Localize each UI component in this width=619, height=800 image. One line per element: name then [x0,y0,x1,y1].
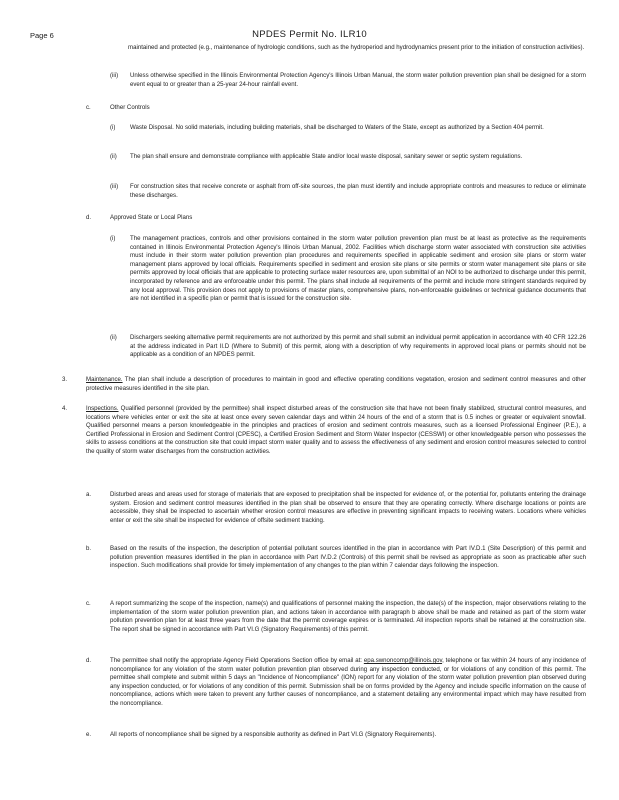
item-label: (iii) [110,72,119,79]
paragraph: The permittee shall notify the appropriate Agency Field Operations Section office by email at: epa.swnoncomp@illinois.gov, telephone or fax within 24 hours of any incidence of noncompliance for any violation of the storm water pollution prevention plan observed during any inspection conducted, or for violations of any condition of this permit. The permittee shall complete and submit within 5 days an "Incidence of Noncompliance" (ION) report for any violation of the storm water pollution prevention plan observed during any inspection conducted, or for violations of any condition of this permit. Submission shall be on forms provided by the Agency and include specific information on the cause of noncompliance, actions which were taken to prevent any further causes of noncompliance, and a statement detailing any environmental impact which may have resulted from the noncompliance. [110,657,586,707]
paragraph: Unless otherwise specified in the Illinois Environmental Protection Agency's Illinois Urban Manual, the storm water pollution prevention plan shall be designed for a storm event equal to or greater than a 25-year 24-hour rainfall event. [130,72,586,88]
section-heading: Maintenance. [86,376,123,383]
paragraph: Dischargers seeking alternative permit requirements are not authorized by this permit and shall submit an individual permit application in accordance with 40 CFR 122.26 at the address indicated in Part II.D (Where to Submit) of this permit, along with a description of why requirements in approved local plans or permits should not be applicable as a condition of an NPDES permit. [130,334,586,359]
section-label: 4. [62,405,68,412]
item-label: (iii) [110,183,119,190]
paragraph: Disturbed areas and areas used for storage of materials that are exposed to precipitation shall be inspected for evidence of, or the potential for, pollutants entering the drainage system. Erosion and sediment control measures identified in the plan shall be observed to ensure that they are operating correctly. Where discharge locations or points are accessible, they shall be inspected to ascertain whether erosion control measures are effective in preventing significant impacts to receiving waters. Locations where vehicles enter or exit the site shall be inspected for evidence of offsite sediment tracking. [110,491,586,524]
paragraph [86,376,586,393]
item-label: (ii) [110,334,117,341]
document-title: NPDES Permit No. ILR10 [252,29,367,40]
paragraph: The management practices, controls and other provisions contained in the storm water pollution prevention plan must be at least as protective as the requirements contained in Illinois Environmental Protection Agency's Illinois Urban Manual, 2002. Facilities which discharge storm water associated with construction site activities must include in their storm water pollution prevention plan procedures and requirements specified in applicable sediment and erosion site plans or storm water management plans approved by local officials. Requirements specified in sediment and erosion site plans or site permits or storm water management site plans or site permits approved by local officials that are applicable to protecting surface water resources are, upon submittal of an NOI to be authorized to discharge under this permit, incorporated by reference and are enforceable under this permit. The plans shall include all requirements of the permit and include more stringent standards required by any local approval. This provision does not apply to provisions of master plans, comprehensive plans, non-enforceable guidelines or technical guidance documents that are not identified in a specific plan or permit that is issued for the construction site. [130,235,586,303]
paragraph: All reports of noncompliance shall be signed by a responsible authority as defined in Part VI.G (Signatory Requirements). [110,731,437,738]
paragraph [86,405,586,457]
paragraph-body: Qualified personnel (provided by the permittee) shall inspect disturbed areas of the construction site that have not been finally stabilized, structural control measures, and locations where vehicles enter or exit the site at least once every seven calendar days and within 24 hours of the end of a storm that is 0.5 inches or greater or equivalent snowfall. Qualified personnel means a person knowledgeable in the principles and practices of erosion and sediment controls measures, such as a licensed Professional Engineer (P.E.), a Certified Professional in Erosion and Sediment Control (CPESC), a Certified Erosion Sediment and Storm Water Inspector (CESSWI) or other knowledgeable person who possesses the skills to assess conditions at the construction site that could impact storm water quality and to assess the effectiveness of any sediment and erosion control measures selected to control the quality of storm water discharges from the construction activities. [86,405,586,455]
paragraph: A report summarizing the scope of the inspection, name(s) and qualifications of personnel making the inspection, the date(s) of the inspection, major observations relating to the implementation of the storm water pollution prevention plan, and actions taken in accordance with paragraph b above shall be made and retained as part of the storm water pollution prevention plan for at least three years from the date that the permit coverage expires or is terminated. All inspection reports shall be retained at the construction site. The report shall be signed in accordance with Part VI.G (Signatory Requirements) of this permit. [110,600,586,633]
section-heading: Inspections. [86,405,119,412]
paragraph: For construction sites that receive concrete or asphalt from off-site sources, the plan must identify and include appropriate controls and measures to reduce or eliminate these discharges. [130,183,586,199]
item-label: c. [86,600,91,607]
section-label: c. [86,104,91,111]
paragraph-body: The plan shall include a description of procedures to maintain in good and effective operating conditions vegetation, erosion and sediment control measures and other protective measures identified in the site plan. [86,376,586,392]
item-label: a. [86,491,92,498]
item-label: d. [86,657,92,664]
item-label: (i) [110,235,116,242]
paragraph: Waste Disposal. No solid materials, including building materials, shall be discharged to Waters of the State, except as authorized by a Section 404 permit. [130,124,544,131]
section-label: d. [86,214,92,221]
section-heading: Other Controls [110,104,150,111]
item-label: b. [86,545,92,552]
paragraph: Based on the results of the inspection, the description of potential pollutant sources identified in the plan in accordance with Part IV.D.1 (Site Description) of this permit and pollution prevention measures identified in the plan in accordance with Part IV.D.2 (Controls) of this permit shall be revised as appropriate as soon as practicable after such inspection. Such modifications shall provide for timely implementation of any changes to the plan within 7 calendar days following the inspection. [110,545,586,570]
section-label: 3. [62,376,68,383]
item-label: (i) [110,124,116,131]
item-label: (ii) [110,153,117,160]
paragraph: The plan shall ensure and demonstrate compliance with applicable State and/or local waste disposal, sanitary sewer or septic system regulations. [130,153,523,160]
page-number: Page 6 [30,31,54,40]
email-link[interactable]: epa.swnoncomp@illinois.gov [363,657,443,664]
section-heading: Approved State or Local Plans [110,214,193,221]
item-label: e. [86,731,92,738]
continued-paragraph: maintained and protected (e.g., maintenance of hydrologic conditions, such as the hydroperiod and hydrodynamics present prior to the initiation of construction activities). [128,44,585,51]
